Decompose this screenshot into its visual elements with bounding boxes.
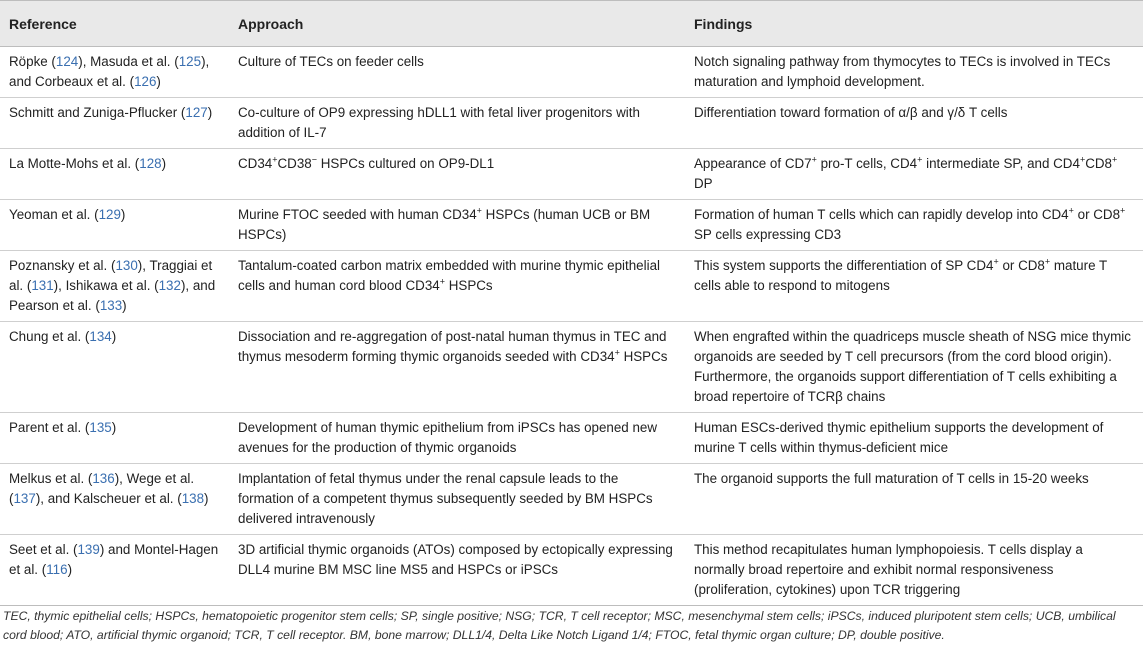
reference-cell: Poznansky et al. (130), Traggiai et al. (131), Ishikawa et al. (132), and Pearson et al. (133) (0, 251, 229, 322)
header-approach: Approach (229, 1, 685, 47)
reference-cell: La Motte-Mohs et al. (128) (0, 149, 229, 200)
reference-cell: Schmitt and Zuniga-Pflucker (127) (0, 98, 229, 149)
approach-cell: CD34+CD38− HSPCs cultured on OP9-DL1 (229, 149, 685, 200)
approach-cell: Implantation of fetal thymus under the renal capsule leads to the formation of a competent thymus subsequently seeded by BM HSPCs delivered intravenously (229, 464, 685, 535)
superscript: + (439, 276, 445, 287)
reference-link[interactable]: 139 (77, 542, 100, 557)
reference-cell: Seet et al. (139) and Montel-Hagen et al. (116) (0, 535, 229, 606)
reference-cell: Melkus et al. (136), Wege et al. (137), and Kalscheuer et al. (138) (0, 464, 229, 535)
superscript: + (1079, 154, 1086, 165)
table-body (0, 47, 1143, 606)
findings-cell: Notch signaling pathway from thymocytes to TECs is involved in TECs maturation and lymphoid development. (685, 47, 1143, 98)
approach-cell: 3D artificial thymic organoids (ATOs) composed by ectopically expressing DLL4 murine BM MSC line MS5 and HSPCs or iPSCs (229, 535, 685, 606)
header-findings: Findings (685, 1, 1143, 47)
findings-cell: The organoid supports the full maturation of T cells in 15-20 weeks (685, 464, 1143, 535)
superscript: − (311, 154, 318, 165)
table-row (0, 149, 1143, 200)
table-row (0, 251, 1143, 322)
table-header (0, 1, 1143, 47)
reference-link[interactable]: 127 (185, 105, 208, 120)
reference-link[interactable]: 137 (13, 491, 36, 506)
approach-cell: Murine FTOC seeded with human CD34+ HSPCs (human UCB or BM HSPCs) (229, 200, 685, 251)
reference-link[interactable]: 130 (115, 258, 138, 273)
superscript: + (1112, 154, 1118, 165)
header-row (0, 1, 1143, 47)
superscript: + (917, 154, 923, 165)
superscript: + (614, 347, 620, 358)
table-row (0, 200, 1143, 251)
reference-link[interactable]: 138 (181, 491, 205, 506)
superscript: + (1044, 256, 1051, 267)
table-row (0, 413, 1143, 464)
superscript: + (1120, 205, 1126, 216)
reference-link[interactable]: 124 (55, 54, 79, 69)
reference-link[interactable]: 129 (98, 207, 121, 222)
reference-link[interactable]: 132 (158, 278, 181, 293)
findings-cell: Differentiation toward formation of α/β and γ/δ T cells (685, 98, 1143, 149)
findings-cell: Appearance of CD7+ pro-T cells, CD4+ intermediate SP, and CD4+CD8+ DP (685, 149, 1143, 200)
findings-cell: Human ESCs-derived thymic epithelium supports the development of murine T cells within thymus-deficient mice (685, 413, 1143, 464)
table-row (0, 535, 1143, 606)
superscript: + (993, 256, 999, 267)
reference-cell: Chung et al. (134) (0, 322, 229, 413)
approach-cell: Co-culture of OP9 expressing hDLL1 with fetal liver progenitors with addition of IL-7 (229, 98, 685, 149)
approach-cell: Development of human thymic epithelium from iPSCs has opened new avenues for the production of thymic organoids (229, 413, 685, 464)
findings-cell: This system supports the differentiation of SP CD4+ or CD8+ mature T cells able to respond to mitogens (685, 251, 1143, 322)
table-row (0, 98, 1143, 149)
reference-link[interactable]: 125 (178, 54, 202, 69)
reference-cell: Parent et al. (135) (0, 413, 229, 464)
reference-link[interactable]: 126 (134, 74, 157, 89)
findings-cell: Formation of human T cells which can rapidly develop into CD4+ or CD8+ SP cells expressing CD3 (685, 200, 1143, 251)
reference-link[interactable]: 135 (89, 420, 112, 435)
superscript: + (811, 154, 817, 165)
reference-cell: Yeoman et al. (129) (0, 200, 229, 251)
reference-cell: Röpke (124), Masuda et al. (125), and Corbeaux et al. (126) (0, 47, 229, 98)
reference-link[interactable]: 131 (31, 278, 54, 293)
superscript: + (1068, 205, 1074, 216)
table-row (0, 464, 1143, 535)
approach-cell: Tantalum-coated carbon matrix embedded with murine thymic epithelial cells and human cord blood CD34+ HSPCs (229, 251, 685, 322)
table-row (0, 47, 1143, 98)
approach-cell: Dissociation and re-aggregation of post-natal human thymus in TEC and thymus mesoderm forming thymic organoids seeded with CD34+ HSPCs (229, 322, 685, 413)
reference-link[interactable]: 116 (46, 562, 68, 577)
table-footnote: TEC, thymic epithelial cells; HSPCs, hematopoietic progenitor stem cells; SP, single positive; NSG; TCR, T cell receptor; MSC, mesenchymal stem cells; iPSCs, induced pluripotent stem cells; UCB, umbilical cord blood; ATO, artificial thymic organoid; TCR, T cell receptor. BM, bone marrow; DLL1/4, Delta Like Notch Ligand 1/4; FTOC, fetal thymic organ culture; DP, double positive. (3, 609, 1116, 642)
superscript: + (272, 154, 278, 165)
header-reference: Reference (0, 1, 229, 47)
reference-link[interactable]: 133 (99, 298, 123, 313)
reference-link[interactable]: 134 (89, 329, 112, 344)
table-row (0, 322, 1143, 413)
findings-cell: When engrafted within the quadriceps muscle sheath of NSG mice thymic organoids are seeded by T cell precursors (from the cord blood origin). Furthermore, the organoids support differentiation of T cells exhibiting a broad repertoire of TCRβ chains (685, 322, 1143, 413)
findings-cell: This method recapitulates human lymphopoiesis. T cells display a normally broad repertoire and exhibit normal responsiveness (proliferation, cytokines) upon TCR triggering (685, 535, 1143, 606)
approach-cell: Culture of TECs on feeder cells (229, 47, 685, 98)
reference-link[interactable]: 128 (139, 156, 162, 171)
reference-link[interactable]: 136 (92, 471, 115, 486)
superscript: + (476, 205, 482, 216)
